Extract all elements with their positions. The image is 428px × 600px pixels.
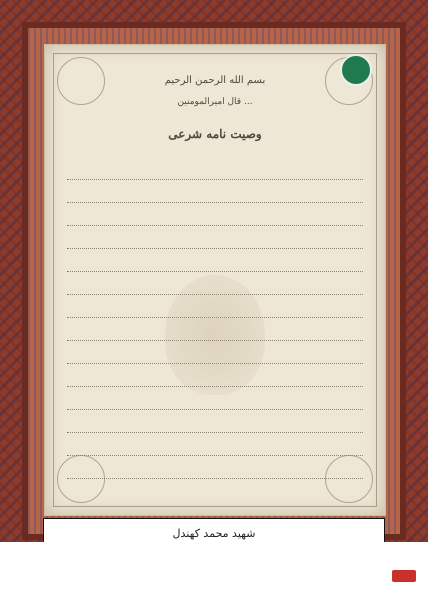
text-line bbox=[67, 188, 363, 203]
brand-logo-icon bbox=[340, 54, 372, 86]
text-line bbox=[67, 234, 363, 249]
text-line bbox=[67, 395, 363, 410]
text-line bbox=[67, 165, 363, 180]
text-line bbox=[67, 418, 363, 433]
document-title: وصیت نامه شرعی bbox=[168, 127, 262, 141]
watermark-badge-icon bbox=[392, 570, 416, 582]
watermark-emblem-icon bbox=[165, 275, 265, 395]
document-bismillah: بسم الله الرحمن الرحیم bbox=[164, 75, 266, 86]
caption-text: شهید محمد کهندل bbox=[172, 526, 256, 540]
text-line bbox=[67, 257, 363, 272]
text-line bbox=[67, 211, 363, 226]
will-document bbox=[44, 44, 386, 516]
text-line bbox=[67, 441, 363, 456]
document-motto: قال امیرالمومنین ... bbox=[177, 97, 253, 107]
text-line bbox=[67, 464, 363, 479]
bottom-watermark bbox=[0, 542, 428, 600]
